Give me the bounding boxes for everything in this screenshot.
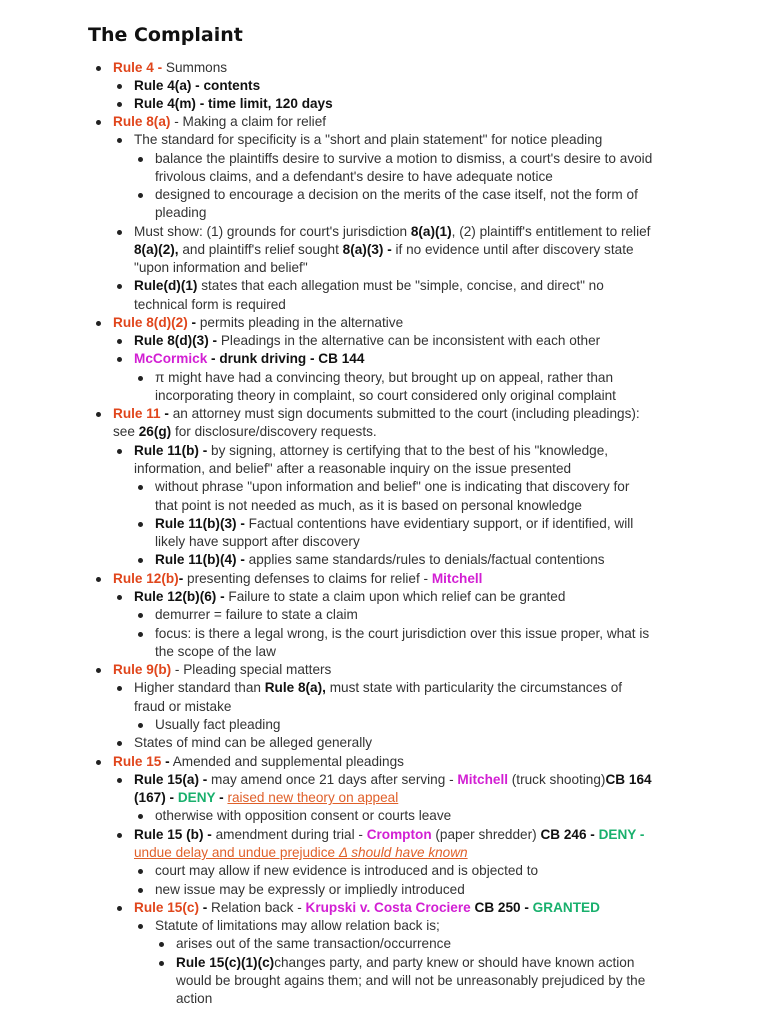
bullet-dot-icon — [117, 778, 122, 783]
outline-line — [176, 954, 634, 972]
bullet-dot-icon — [96, 321, 101, 326]
text-segment: and plaintiff's relief sought — [178, 242, 343, 257]
bold-text: Rule 11(b)(4) - — [155, 552, 245, 567]
outline-line — [134, 223, 650, 241]
bullet-dot-icon — [96, 760, 101, 765]
text-segment: by signing, attorney is certifying that to the best of his "knowledge, — [207, 443, 609, 458]
outline-line — [155, 497, 582, 515]
text-segment: focus: is there a legal wrong, is the court jurisdiction over this issue proper, what is — [155, 626, 650, 641]
bullet-dot-icon — [138, 522, 143, 527]
text-segment: fraud or mistake — [134, 699, 232, 714]
text-segment: Failure to state a claim upon which relief can be granted — [224, 589, 566, 604]
text-segment: balance the plaintiffs desire to survive a motion to dismiss, a court's desire to avoid — [155, 151, 653, 166]
text-segment: the scope of the law — [155, 644, 276, 659]
bold-text: Rule 12(b)(6) - — [134, 589, 225, 604]
text-segment: Statute of limitations may allow relation back is; — [155, 918, 440, 933]
outline-line — [134, 296, 286, 314]
bold-text: CB 164 — [605, 772, 652, 787]
outline-line — [134, 899, 600, 917]
rule-reference: Rule 11 — [113, 406, 161, 421]
text-segment: see — [113, 424, 139, 439]
bullet-dot-icon — [117, 102, 122, 107]
outline-line — [155, 515, 633, 533]
ruling-status: DENY — [177, 790, 216, 805]
outline-line — [155, 716, 280, 734]
outline-line — [155, 917, 440, 935]
page-title: The Complaint — [88, 24, 243, 46]
text-segment: (truck shooting) — [508, 772, 606, 787]
outline-line — [134, 95, 333, 113]
outline-line — [155, 625, 649, 643]
bullet-dot-icon — [117, 595, 122, 600]
bullet-dot-icon — [117, 339, 122, 344]
bullet-dot-icon — [117, 138, 122, 143]
outline-line — [134, 77, 260, 95]
text-segment: π might have had a convincing theory, but brought up on appeal, rather than — [155, 370, 614, 385]
outline-line — [155, 150, 652, 168]
bullet-dot-icon — [117, 906, 122, 911]
outline-line — [134, 277, 604, 295]
outline-line — [134, 332, 600, 350]
rule-reference: Rule 15 — [113, 754, 162, 769]
outline-line — [113, 661, 331, 679]
bullet-dot-icon — [138, 869, 143, 874]
bullet-dot-icon — [117, 449, 122, 454]
outline-line — [113, 570, 482, 588]
outline-line — [113, 59, 227, 77]
text-segment: Summons — [165, 60, 228, 75]
bullet-dot-icon — [117, 357, 122, 362]
text-segment: technical form is required — [134, 297, 286, 312]
bold-text: 8(a)(3) - — [342, 242, 392, 257]
outline-line — [155, 478, 629, 496]
rule-reference: Rule 9(b) — [113, 662, 172, 677]
text-segment: pleading — [155, 205, 207, 220]
outline-line — [134, 679, 622, 697]
text-segment: incorporating theory in complaint, so court considered only original complaint — [155, 388, 616, 403]
outline-line — [176, 990, 212, 1008]
text-segment: Usually fact pleading — [155, 717, 281, 732]
bullet-dot-icon — [96, 412, 101, 417]
text-segment: , (2) plaintiff's entitlement to relief — [451, 224, 651, 239]
outline-line — [134, 460, 571, 478]
outline-line — [155, 643, 276, 661]
text-segment: Must show: (1) grounds for court's jurisdiction — [134, 224, 411, 239]
rule-reference: Rule 12(b) — [113, 571, 179, 586]
ruling-status: GRANTED — [532, 900, 600, 915]
text-segment: "upon information and belief" — [134, 260, 308, 275]
text-segment: new issue may be expressly or impliedly introduced — [155, 882, 465, 897]
case-name: Crompton — [366, 827, 432, 842]
text-segment: may amend once 21 days after serving - — [207, 772, 458, 787]
bullet-dot-icon — [138, 558, 143, 563]
bold-text: - — [215, 790, 228, 805]
text-segment: for disclosure/discovery requests. — [171, 424, 377, 439]
text-segment: that point is not needed as much, as it is based on personal knowledge — [155, 498, 582, 513]
text-segment: states that each allegation must be "simple, concise, and direct" no — [197, 278, 604, 293]
outline-line — [134, 588, 565, 606]
text-segment: Factual contentions have evidentiary support, or if identified, will — [244, 516, 634, 531]
outline-line — [155, 369, 613, 387]
text-segment: Higher standard than — [134, 680, 265, 695]
text-segment: otherwise with opposition consent or courts leave — [155, 808, 452, 823]
bold-text: - drunk driving - CB 144 — [207, 351, 365, 366]
text-segment: without phrase "upon information and belief" one is indicating that discovery for — [155, 479, 630, 494]
text-segment: an attorney must sign documents submitted to the court (including pleadings): — [168, 406, 640, 421]
bold-text: Rule 4(m) - time limit, 120 days — [134, 96, 333, 111]
bullet-dot-icon — [138, 485, 143, 490]
text-segment: States of mind can be alleged generally — [134, 735, 373, 750]
underlined-note: raised new theory on appeal — [227, 790, 399, 805]
text-segment: Relation back - — [207, 900, 306, 915]
text-segment: (paper shredder) — [431, 827, 541, 842]
text-segment: The standard for specificity is a "short and plain statement" for notice pleading — [134, 132, 603, 147]
bullet-dot-icon — [138, 924, 143, 929]
outline-line — [155, 186, 638, 204]
bullet-dot-icon — [138, 814, 143, 819]
text-segment: applies same standards/rules to denials/factual contentions — [244, 552, 605, 567]
outline-line — [134, 771, 652, 789]
bullet-dot-icon — [159, 961, 164, 966]
bullet-dot-icon — [96, 668, 101, 673]
text-segment: changes party, and party knew or should have known action — [274, 955, 635, 970]
outline-line — [134, 350, 364, 368]
outline-line — [113, 314, 403, 332]
bullet-dot-icon — [96, 120, 101, 125]
text-segment: Pleadings in the alternative can be inconsistent with each other — [217, 333, 601, 348]
outline-line — [134, 131, 602, 149]
outline-line — [155, 533, 360, 551]
outline-line — [155, 862, 538, 880]
bullet-dot-icon — [138, 193, 143, 198]
text-segment: would be brought agains them; and will not be unreasonably prejudiced by the — [176, 973, 646, 988]
underlined-note: Δ should have known — [338, 845, 468, 860]
bold-text: Rule 15(c)(1)(c) — [176, 955, 275, 970]
outline-line — [176, 972, 645, 990]
case-name: McCormick — [134, 351, 208, 366]
outline-line — [134, 241, 634, 259]
outline-line — [134, 442, 608, 460]
outline-line — [113, 753, 404, 771]
bullet-dot-icon — [117, 284, 122, 289]
bold-text: 8(a)(2), — [134, 242, 179, 257]
bullet-dot-icon — [138, 723, 143, 728]
text-segment: permits pleading in the alternative — [196, 315, 404, 330]
bold-text: Rule 15(a) - — [134, 772, 208, 787]
bold-text: 8(a)(1) — [410, 224, 452, 239]
outline-line — [155, 551, 605, 569]
bullet-dot-icon — [117, 686, 122, 691]
bullet-dot-icon — [159, 942, 164, 947]
outline-line — [155, 168, 553, 186]
text-segment: arises out of the same transaction/occurrence — [176, 936, 452, 951]
text-segment: must state with particularity the circumstances of — [325, 680, 623, 695]
outline-line — [155, 881, 465, 899]
bullet-dot-icon — [96, 66, 101, 71]
text-segment: Amended and supplemental pleadings — [169, 754, 404, 769]
bold-text: - — [160, 406, 169, 421]
outline-line — [134, 844, 468, 862]
text-segment: designed to encourage a decision on the merits of the case itself, not the form of — [155, 187, 638, 202]
case-name: Mitchell — [457, 772, 508, 787]
bullet-dot-icon — [117, 741, 122, 746]
bold-text: Rule 4(a) - contents — [134, 78, 261, 93]
bold-text: CB 246 - — [540, 827, 599, 842]
outline-line — [113, 423, 377, 441]
rule-reference: Rule 4 - — [113, 60, 166, 75]
rule-reference: Rule 8(a) — [113, 114, 171, 129]
bold-text: Rule 11(b) - — [134, 443, 208, 458]
bullet-dot-icon — [117, 84, 122, 89]
ruling-status: DENY - — [598, 827, 645, 842]
text-segment: amendment during trial - — [211, 827, 367, 842]
bullet-dot-icon — [138, 632, 143, 637]
bold-text: CB 250 - — [470, 900, 533, 915]
outline-line — [176, 935, 451, 953]
outline-line — [134, 734, 372, 752]
case-name: Krupski v. Costa Crociere — [305, 900, 471, 915]
rule-reference: Rule 15(c) — [134, 900, 199, 915]
bold-text: - — [198, 900, 208, 915]
text-segment: likely have support after discovery — [155, 534, 360, 549]
outline-line — [134, 789, 398, 807]
outline-line — [155, 807, 451, 825]
rule-reference: Rule 8(d)(2) — [113, 315, 188, 330]
text-segment: - Pleading special matters — [171, 662, 332, 677]
outline-line — [113, 405, 640, 423]
text-segment: demurrer = failure to state a claim — [155, 607, 358, 622]
bullet-dot-icon — [138, 157, 143, 162]
bold-text: Rule 8(a), — [264, 680, 326, 695]
outline-line — [113, 113, 326, 131]
text-segment: information, and belief" after a reasonable inquiry on the issue presented — [134, 461, 572, 476]
outline-line — [134, 259, 308, 277]
bullet-dot-icon — [138, 376, 143, 381]
underlined-note: undue delay and undue prejudice — [134, 845, 339, 860]
bold-text: 26(g) — [138, 424, 172, 439]
bold-text: Rule 15 (b) - — [134, 827, 212, 842]
bold-text: - — [178, 571, 184, 586]
bold-text: - — [161, 754, 170, 769]
text-segment: frivolous claims, and a defendant's desire to have adequate notice — [155, 169, 553, 184]
outline-line — [155, 606, 358, 624]
text-segment: - Making a claim for relief — [170, 114, 327, 129]
bullet-dot-icon — [117, 230, 122, 235]
bullet-dot-icon — [96, 577, 101, 582]
bullet-dot-icon — [117, 833, 122, 838]
outline-line — [134, 826, 644, 844]
text-segment: presenting defenses to claims for relief - — [183, 571, 432, 586]
text-segment: court may allow if new evidence is introduced and is objected to — [155, 863, 539, 878]
text-segment: if no evidence until after discovery state — [391, 242, 634, 257]
bold-text: Rule 11(b)(3) - — [155, 516, 245, 531]
bullet-dot-icon — [138, 888, 143, 893]
outline-line — [155, 204, 206, 222]
outline-line — [134, 698, 231, 716]
bold-text: - — [187, 315, 197, 330]
outline-line — [155, 387, 616, 405]
text-segment: action — [176, 991, 213, 1006]
bold-text: Rule(d)(1) — [134, 278, 198, 293]
bold-text: (167) - — [134, 790, 178, 805]
case-name: Mitchell — [431, 571, 483, 586]
bold-text: Rule 8(d)(3) - — [134, 333, 218, 348]
bullet-dot-icon — [138, 613, 143, 618]
